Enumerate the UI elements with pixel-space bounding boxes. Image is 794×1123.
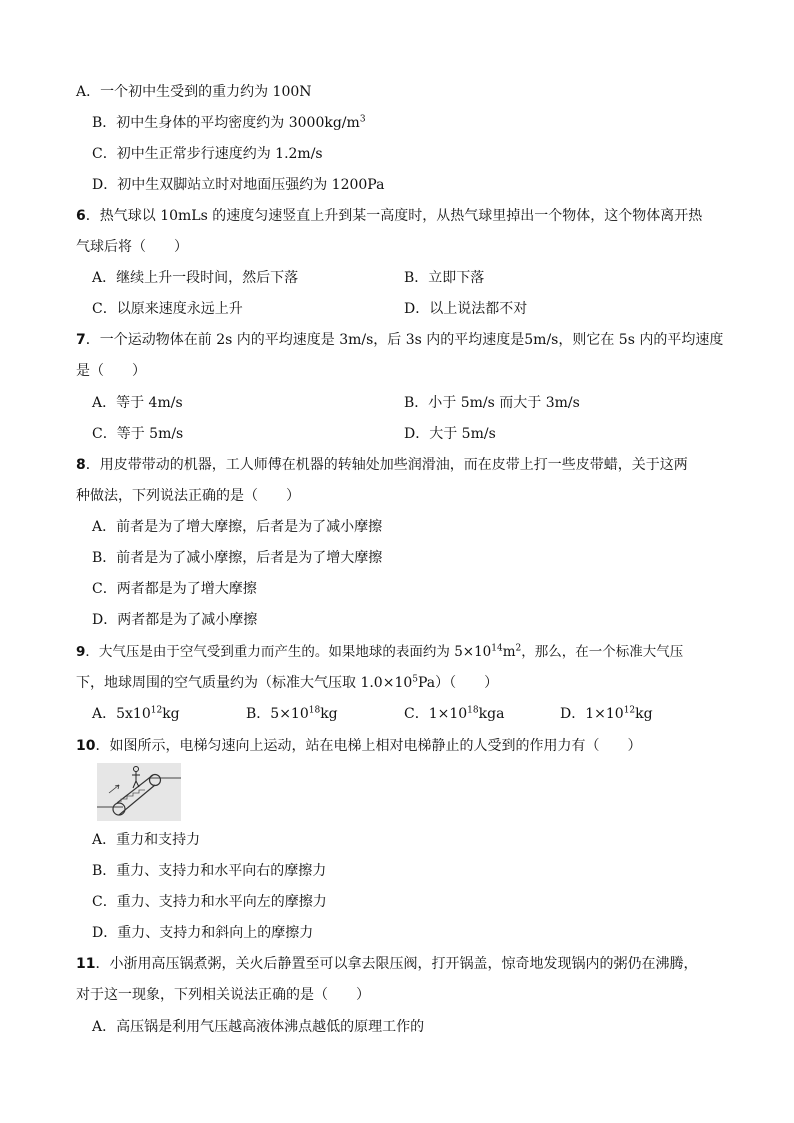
q10-stem-line1 [76,737,641,755]
q6-option-b: B．立即下落 [404,270,485,286]
q9-stem-text1b: m [502,644,516,660]
q10-option-d: D．重力、支持力和斜向上的摩擦力 [92,925,314,941]
q9-option-d [560,705,653,723]
q7-option-d: D．大于 5m/s [404,426,496,442]
q10-stem-text1: ．如图所示，电梯匀速向上运动，站在电梯上相对电梯静止的人受到的作用力有（ ） [95,738,642,754]
q9-option-a-sup: 12 [150,705,163,716]
q7-option-a: A．等于 4m/s [92,395,183,411]
q5-option-d: D．初中生双脚站立时对地面压强约为 1200Pa [92,177,385,193]
q11-number: 11 [76,956,96,972]
q5-option-c: C．初中生正常步行速度约为 1.2m/s [92,146,323,162]
q10-option-b: B．重力、支持力和水平向右的摩擦力 [92,863,327,879]
q6-stem-line2: 气球后将（ ） [76,239,188,255]
q7-option-b: B．小于 5m/s 而大于 3m/s [404,395,580,411]
q8-option-b: B．前者是为了减小摩擦，后者是为了增大摩擦 [92,550,383,566]
q8-option-c: C．两者都是为了增大摩擦 [92,581,257,597]
q9-option-b-sup: 18 [308,705,321,716]
q9-stem-sup2: 2 [515,643,522,654]
q9-stem-line2 [76,674,498,692]
q5-option-a: A．一个初中生受到的重力约为 100N [76,84,312,100]
q10-option-a: A．重力和支持力 [92,832,201,848]
q9-option-d-base: D．1×10 [560,706,624,722]
q10-number: 10 [76,738,96,754]
q9-stem-sup3: 5 [412,674,418,685]
q9-option-c-sup: 18 [467,705,479,716]
q8-stem-line1 [76,456,688,474]
q9-option-d-unit: kg [635,706,653,722]
q9-option-b-unit: kg [320,706,338,722]
q7-stem-line1 [76,331,723,349]
q9-stem-text1c: ，那么，在一个标准大气压 [521,644,684,660]
q6-option-a: A．继续上升一段时间，然后下落 [92,270,299,286]
q10-option-c: C．重力、支持力和水平向左的摩擦力 [92,894,327,910]
q9-number: 9 [76,644,86,660]
q8-stem-line2: 种做法，下列说法正确的是（ ） [76,488,300,504]
q9-option-a [92,705,180,723]
q9-stem-text1a: ．大气压是由于空气受到重力而产生的。如果地球的表面约为 5×10 [85,644,492,660]
q9-option-c-unit: kga [478,706,505,722]
q8-option-a: A．前者是为了增大摩擦，后者是为了减小摩擦 [92,519,383,535]
q6-stem-text1: ．热气球以 10mLs 的速度匀速竖直上升到某一高度时，从热气球里掉出一个物体，这个物体离开热 [85,208,703,224]
q7-option-c: C．等于 5m/s [92,426,184,442]
q11-option-a: A．高压锅是利用气压越高液体沸点越低的原理工作的 [92,1019,425,1035]
q9-stem-line1 [76,643,683,661]
q9-option-b-base: B．5×10 [246,706,309,722]
q5-option-b [92,114,366,132]
q9-stem-sup1: 14 [491,643,503,654]
q8-stem-text1: ．用皮带带动的机器，工人师傅在机器的转轴处加些润滑油，而在皮带上打一些皮带蜡，关于这两 [85,457,688,473]
q9-option-a-base: A．5x10 [92,706,151,722]
q5-option-b-superscript: 3 [359,114,366,125]
q6-stem-line1 [76,207,702,225]
escalator-figure [97,763,181,821]
q9-option-b [246,705,338,723]
q6-option-c: C．以原来速度永远上升 [92,301,243,317]
q7-stem-line2: 是（ ） [76,363,146,379]
q6-number: 6 [76,208,86,224]
q5-option-b-text: B．初中生身体的平均密度约为 3000kg/m [92,115,360,131]
q9-option-a-unit: kg [162,706,180,722]
q8-number: 8 [76,457,86,473]
q11-stem-text1: ．小浙用高压锅煮粥，关火后静置至可以拿去限压阀，打开锅盖，惊奇地发现锅内的粥仍在沸腾， [95,956,698,972]
q11-stem-line1 [76,955,697,973]
q9-stem-text2a: 下，地球周围的空气质量约为（标准大气压取 1.0×10 [76,675,413,691]
q9-option-c-base: C．1×10 [404,706,468,722]
q6-option-d: D．以上说法都不对 [404,301,528,317]
escalator-illustration [97,763,181,821]
q9-stem-text2b: Pa）（ ） [418,675,499,691]
q9-option-d-sup: 12 [623,705,636,716]
q11-stem-line2: 对于这一现象，下列相关说法正确的是（ ） [76,987,370,1003]
q7-number: 7 [76,332,86,348]
q8-option-d: D．两者都是为了减小摩擦 [92,612,258,628]
q9-option-c [404,705,504,723]
q7-stem-text1: ．一个运动物体在前 2s 内的平均速度是 3m/s，后 3s 内的平均速度是5m/s，则它在 5s 内的平均速度 [85,332,724,348]
